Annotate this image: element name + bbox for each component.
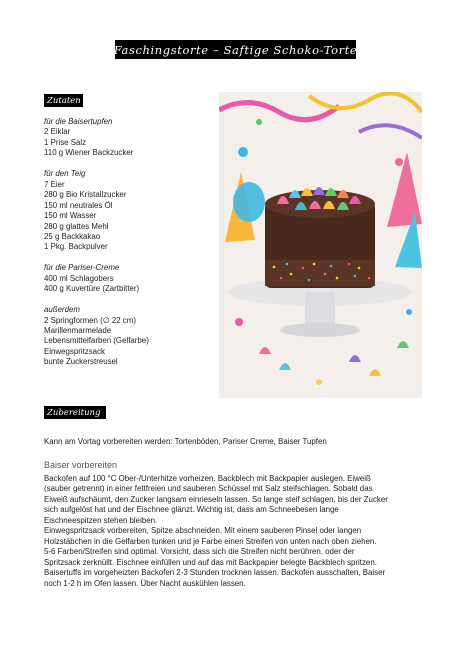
ingredient-item: 2 Springformen (∅ 22 cm) bbox=[44, 315, 136, 325]
ingredient-item: 2 Eiklar bbox=[44, 127, 71, 137]
ingredient-group bbox=[44, 305, 214, 368]
ingredient-item: Marillenmarmelade bbox=[44, 326, 112, 336]
ingredient-item: 400 g Kuvertüre (Zartbitter) bbox=[44, 284, 140, 294]
preparation-line: Holzstäbchen in die Gelfarben tunken und je Farbe einen Streifen von unten nach oben ziehen. bbox=[44, 536, 377, 546]
preparation-line: noch 1-2 h im Ofen lassen. Über Nacht auskühlen lassen. bbox=[44, 578, 246, 588]
ingredient-item: 7 Eier bbox=[44, 179, 65, 189]
ingredient-item: 150 ml Wasser bbox=[44, 211, 97, 221]
ingredient-group bbox=[44, 169, 214, 253]
ingredient-group bbox=[44, 117, 214, 159]
preparation-heading: Zubereitung bbox=[44, 406, 106, 419]
preparation-line: Eischneespitzen stehen bleiben. bbox=[44, 515, 158, 525]
ingredient-item: 280 g Bio Kristallzucker bbox=[44, 190, 127, 200]
ingredient-item: 110 g Wiener Backzucker bbox=[44, 148, 134, 158]
ingredient-group-title: für den Teig bbox=[44, 169, 86, 179]
ingredients-heading: Zutaten bbox=[44, 94, 83, 107]
preparation-text bbox=[44, 474, 436, 589]
section-subheading: Baiser vorbereiten bbox=[44, 460, 118, 470]
preparation-line: sich aufgelöst hat und der Eischnee glänzt. Wichtig ist, dass am Schneebesen lange bbox=[44, 505, 339, 515]
preparation-line: Backofen auf 100 °C Ober-/Unterhitze vorheizen. Backblech mit Backpapier auslegen. Eiweiß bbox=[44, 474, 371, 483]
ingredient-item: 1 Pkg. Backpulver bbox=[44, 242, 108, 252]
ingredient-item: Lebensmittelfarben (Gelfarbe) bbox=[44, 336, 149, 346]
preparation-line: 5-6 Farben/Streifen sind optimal. Vorsicht, dass sich die Streifen nicht berühren, oder der bbox=[44, 547, 355, 557]
ingredient-item: 25 g Backkakao bbox=[44, 231, 101, 241]
preparation-line: Spritzsack zerknüllt. Eischnee einfüllen und auf das mit Backpapier belegte Backblech spritzen. bbox=[44, 557, 377, 567]
ingredient-item: 1 Prise Salz bbox=[44, 137, 87, 147]
ingredient-item: bunte Zuckerstreusel bbox=[44, 357, 118, 367]
ingredient-group-title: für die Baisertupfen bbox=[44, 117, 113, 126]
preparation-line: (sauber getrennt) in einer fettfreien und sauberen Schüssel mit Salz steifschlagen. Sobald das bbox=[44, 484, 373, 494]
preparation-line: Eiweiß aufschäumt, den Zucker langsam einrieseln lassen. So lange steif schlagen, bis der Zucker bbox=[44, 494, 388, 504]
ingredients-list bbox=[44, 117, 214, 378]
ingredient-item: Einwegspritzsack bbox=[44, 346, 105, 356]
preparation-line: Baisertuffs im vorgeheizten Backofen 2-3 Stunden trocknen lassen. Backofen ausschalten, Baiser bbox=[44, 568, 386, 578]
preparation-line: Einwegspritzsack vorbereiten, Spitze abschneiden. Mit einem sauberen Pinsel oder langen bbox=[44, 526, 362, 536]
make-ahead-note: Kann am Vortag vorbereiten werden: Tortenböden, Pariser Creme, Baiser Tupfen bbox=[44, 437, 327, 446]
ingredient-group-title: für die Pariser-Creme bbox=[44, 263, 120, 273]
cake-photo bbox=[219, 92, 422, 398]
ingredient-group-title: außerdem bbox=[44, 305, 80, 315]
ingredient-item: 400 ml Schlagobers bbox=[44, 273, 114, 283]
ingredient-item: 150 ml neutrales Öl bbox=[44, 200, 113, 210]
ingredient-group bbox=[44, 263, 214, 294]
page-title: Faschingstorte – Saftige Schoko-Torte bbox=[115, 40, 356, 59]
ingredient-item: 280 g glattes Mehl bbox=[44, 221, 109, 231]
